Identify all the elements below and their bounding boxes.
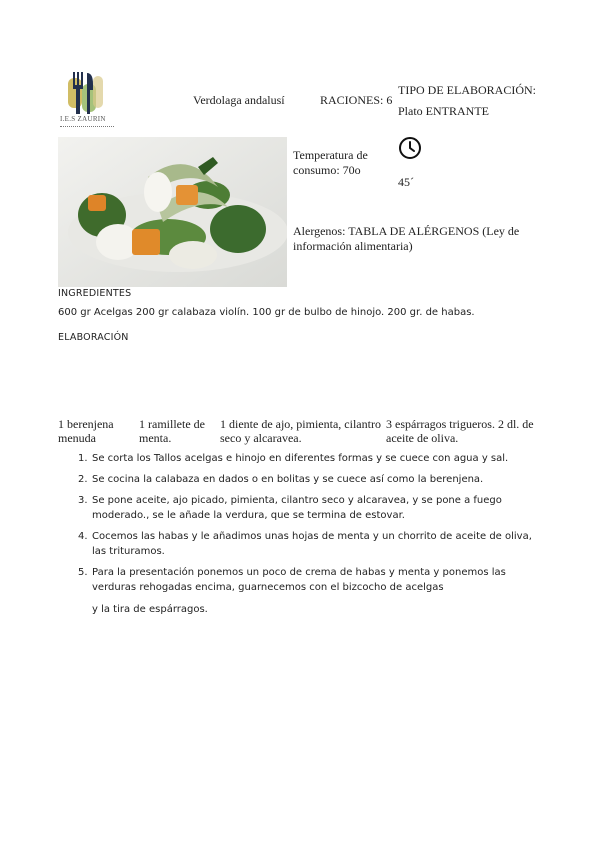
ingredients-heading: INGREDIENTES: [58, 288, 132, 299]
ingredients-text: 600 gr Acelgas 200 gr calabaza violín. 100 gr de bulbo de hinojo. 200 gr. de habas.: [58, 307, 475, 318]
step-text: Cocemos las habas y le añadimos unas hojas de menta y un chorrito de aceite de oliva, las trituramos.: [92, 531, 532, 557]
step-item: [58, 472, 538, 487]
prep-time: 45´: [398, 175, 414, 189]
step-item: [58, 565, 538, 595]
type-value: Plato ENTRANTE: [398, 104, 489, 118]
step-number: 4.: [78, 531, 88, 542]
ingredient-column: 1 ramillete de menta.: [139, 417, 205, 445]
step-text: Se corta los Tallos acelgas e hinojo en diferentes formas y se cuece con agua y sal.: [92, 453, 509, 464]
step-text: Para la presentación ponemos un poco de crema de habas y menta y ponemos las verduras rehogadas encima, guarnecemos con el bizcocho de acelgas: [92, 567, 506, 593]
step-item: [58, 451, 538, 466]
ingredient-column: 3 espárragos trigueros. 2 dl. de aceite de oliva.: [386, 417, 534, 445]
step-text: Se cocina la calabaza en dados o en bolitas y se cuece así como la berenjena.: [92, 474, 484, 485]
step-item: [58, 493, 538, 523]
steps-list: [58, 451, 538, 601]
preparation-heading: ELABORACIÓN: [58, 332, 129, 343]
serving-temperature: Temperatura de consumo: 70o: [293, 148, 368, 177]
allergens: Alergenos: TABLA DE ALÉRGENOS (Ley de información alimentaria): [293, 224, 520, 253]
recipe-title: Verdolaga andalusí: [193, 93, 285, 107]
ingredient-column: 1 berenjena menuda: [58, 417, 114, 445]
step-number: 3.: [78, 495, 88, 506]
step-item: [58, 529, 538, 559]
logo-text: I.E.S ZAURIN: [60, 115, 106, 123]
step-number: 2.: [78, 474, 88, 485]
step-number: 5.: [78, 567, 88, 578]
step-text: Se pone aceite, ajo picado, pimienta, cilantro seco y alcaravea, y se pone a fuego moderado., se le añade la verdura, que se termina de estovar.: [92, 495, 502, 521]
clock-icon: [398, 136, 422, 160]
step-number: 1.: [78, 453, 88, 464]
step-continuation: y la tira de espárragos.: [92, 604, 208, 615]
type-label: TIPO DE ELABORACIÓN:: [398, 83, 536, 97]
ingredient-column: 1 diente de ajo, pimienta, cilantro seco y alcaravea.: [220, 417, 381, 445]
dish-photo: [58, 137, 287, 287]
servings: RACIONES: 6: [320, 93, 393, 107]
logo-underline: [60, 126, 114, 129]
